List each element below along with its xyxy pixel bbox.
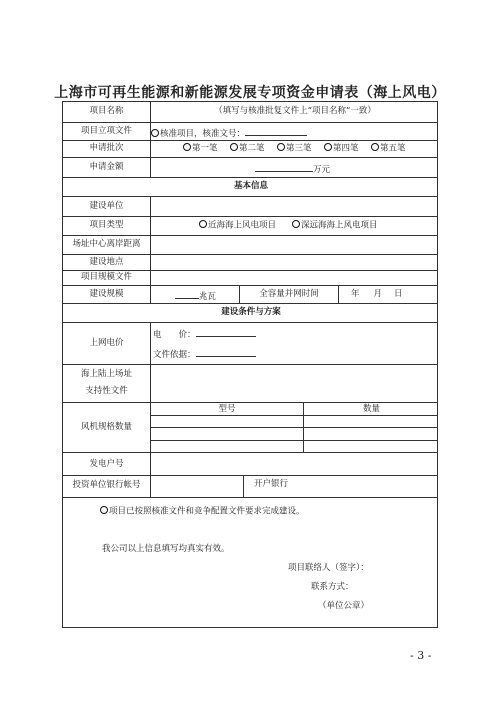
row-divider [63, 285, 437, 286]
location-field[interactable] [153, 257, 433, 268]
completion-option[interactable]: 项目已按照核准文件和竞争配置文件要求完成建设。 [100, 506, 305, 518]
radio-icon [371, 143, 379, 151]
turbine-row-divider [150, 427, 437, 428]
bank-name-field[interactable] [303, 479, 433, 490]
plan-doc-label: 项目规模文件 [80, 272, 132, 282]
grid-time-field[interactable]: 年 月 日 [351, 289, 403, 299]
row-divider [63, 122, 437, 123]
approval-doc-label: 项目立项文件 [80, 126, 132, 136]
batch-label: 申请批次 [89, 143, 124, 153]
approval-doc-field[interactable] [151, 126, 307, 140]
row-divider [63, 157, 437, 158]
radio-icon [100, 506, 108, 514]
contact-signature-label: 项目联络人（签字）： [288, 563, 369, 573]
plan-doc-field[interactable] [153, 272, 433, 283]
tariff-basis-blank[interactable] [196, 347, 256, 357]
application-form-table [62, 101, 438, 628]
row-divider [63, 452, 437, 453]
bank-name-label: 开户银行 [254, 479, 289, 489]
unit-seal-label: （单位公章） [318, 601, 370, 611]
row-divider [63, 235, 437, 236]
location-label: 建设地点 [89, 257, 124, 267]
radio-icon [183, 143, 191, 151]
row-divider [63, 475, 437, 476]
row-divider [63, 497, 437, 498]
row-divider [63, 196, 437, 197]
power-account-field[interactable] [153, 459, 433, 470]
scale-blank[interactable] [175, 289, 199, 299]
row-divider [63, 140, 437, 141]
turbine-label: 风机规格数量 [80, 422, 132, 432]
site-docs-field[interactable] [153, 367, 433, 399]
turbine-row-divider [150, 440, 437, 441]
amount-unit: 万元 [313, 165, 331, 175]
form-title: 上海市可再生能源和新能源发展专项资金申请表（海上风电） [54, 85, 446, 101]
amount-label: 申请金额 [89, 162, 124, 172]
batch-option-5[interactable]: 第五笔 [371, 143, 406, 155]
tariff-label: 上网电价 [89, 338, 124, 348]
amount-blank[interactable] [255, 162, 313, 172]
row-divider [63, 177, 437, 178]
tariff-price-field[interactable]: 电 价： [153, 327, 256, 341]
project-type-option-deep[interactable]: 深远海海上风电项目 [292, 220, 378, 232]
basic-info-heading: 基本信息 [233, 181, 268, 191]
builder-field[interactable] [153, 201, 433, 212]
turbine-row-divider [150, 415, 437, 416]
amount-field[interactable] [255, 162, 330, 176]
turbine-col-model: 型号 [218, 404, 236, 414]
label-column-divider [150, 196, 151, 303]
distance-label: 场址中心离岸距离 [72, 239, 141, 249]
row-divider [63, 402, 437, 403]
radio-icon [292, 220, 300, 228]
power-account-label: 发电户号 [89, 459, 124, 469]
distance-field[interactable] [153, 239, 433, 250]
bank-account-label: 投资单位银行帐号 [72, 480, 141, 490]
radio-icon [199, 220, 207, 228]
approval-option-text: 核准项目，核准文号： [160, 129, 246, 139]
batch-option-3[interactable]: 第三笔 [277, 143, 312, 155]
scale-unit: 兆瓦 [199, 292, 217, 302]
approval-number-blank[interactable] [245, 126, 307, 136]
row-divider [63, 270, 437, 271]
bank-account-field[interactable] [153, 480, 239, 491]
batch-option-1[interactable]: 第一笔 [183, 143, 218, 155]
grid-time-label: 全容量并网时间 [259, 289, 319, 299]
project-type-option-near[interactable]: 近海海上风电项目 [199, 220, 276, 232]
scale-field[interactable] [175, 289, 216, 303]
project-name-hint: （填写与核准批复文件上“项目名称”一致） [214, 106, 376, 116]
batch-option-4[interactable]: 第四笔 [324, 143, 359, 155]
row-divider [63, 364, 437, 365]
radio-icon [324, 143, 332, 151]
builder-label: 建设单位 [89, 201, 124, 211]
project-name-label: 项目名称 [89, 106, 124, 116]
radio-icon [277, 143, 285, 151]
row-divider [63, 322, 437, 323]
contact-method-label: 联系方式： [311, 582, 354, 592]
page-number: - 3 - [410, 649, 432, 662]
column-divider [338, 285, 339, 303]
column-divider [243, 475, 244, 497]
row-divider [63, 303, 437, 304]
scale-label: 建设规模 [89, 289, 124, 299]
batch-option-2[interactable]: 第二笔 [230, 143, 265, 155]
radio-icon [151, 129, 159, 137]
row-divider [63, 254, 437, 255]
project-type-label: 项目类型 [89, 220, 124, 230]
conditions-heading: 建设条件与方案 [221, 307, 281, 317]
tariff-basis-field[interactable]: 文件依据： [153, 347, 256, 361]
site-docs-label-line2: 支持性文件 [85, 386, 128, 396]
row-divider [63, 216, 437, 217]
tariff-price-blank[interactable] [196, 327, 256, 337]
radio-icon [230, 143, 238, 151]
turbine-col-qty: 数量 [362, 404, 380, 414]
declaration-promise: 我公司以上信息填写均真实有效。 [102, 544, 230, 554]
site-docs-label-line1: 海上陆上场址 [80, 369, 132, 379]
